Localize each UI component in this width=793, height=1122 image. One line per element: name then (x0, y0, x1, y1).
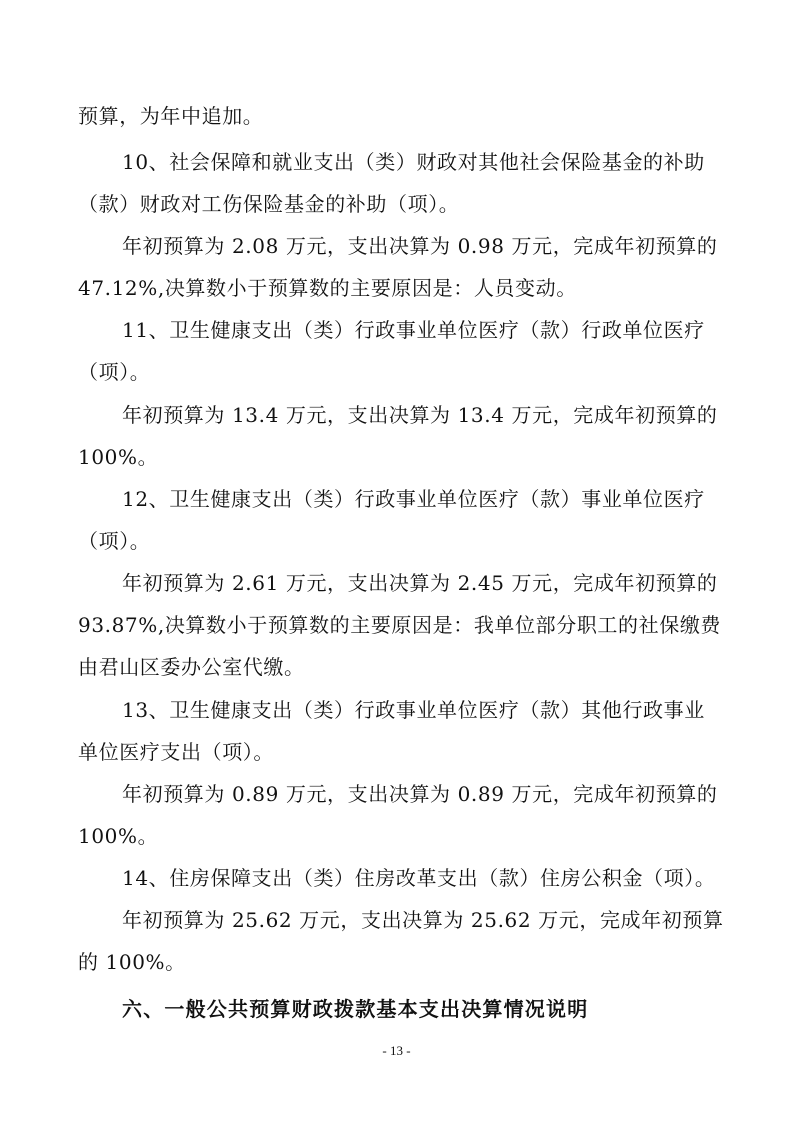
paragraph-line: 11、卫生健康支出（类）行政事业单位医疗（款）行政单位医疗 (122, 318, 705, 342)
paragraph-line: 的 100%。 (78, 950, 186, 974)
paragraph-line: 由君山区委办公室代缴。 (78, 655, 305, 679)
paragraph-line: 10、社会保障和就业支出（类）财政对其他社会保险基金的补助 (122, 150, 705, 174)
paragraph-line: 年初预算为 25.62 万元，支出决算为 25.62 万元，完成年初预算 (122, 908, 724, 932)
section-heading: 六、一般公共预算财政拨款基本支出决算情况说明 (122, 997, 589, 1021)
paragraph-line: （项）。 (78, 360, 151, 384)
paragraph-line: 单位医疗支出（项）。 (78, 740, 274, 764)
paragraph-line: （款）财政对工伤保险基金的补助（项）。 (78, 192, 460, 216)
paragraph-line: 100%。 (78, 445, 159, 469)
paragraph-line: 预算，为年中追加。 (78, 104, 264, 128)
paragraph-line: 47.12%,决算数小于预算数的主要原因是：人员变动。 (78, 276, 577, 300)
paragraph-line: 93.87%,决算数小于预算数的主要原因是：我单位部分职工的社保缴费 (78, 613, 722, 637)
paragraph-line: 100%。 (78, 824, 159, 848)
paragraph-line: 年初预算为 2.08 万元，支出决算为 0.98 万元，完成年初预算的 (122, 234, 718, 258)
paragraph-line: 年初预算为 0.89 万元，支出决算为 0.89 万元，完成年初预算的 (122, 782, 718, 806)
paragraph-line: 12、卫生健康支出（类）行政事业单位医疗（款）事业单位医疗 (122, 487, 705, 511)
paragraph-line: 13、卫生健康支出（类）行政事业单位医疗（款）其他行政事业 (122, 698, 705, 722)
paragraph-line: 14、住房保障支出（类）住房改革支出（款）住房公积金（项）。 (122, 866, 716, 890)
paragraph-line: （项）。 (78, 529, 151, 553)
paragraph-line: 年初预算为 13.4 万元，支出决算为 13.4 万元，完成年初预算的 (122, 403, 718, 427)
paragraph-line: 年初预算为 2.61 万元，支出决算为 2.45 万元，完成年初预算的 (122, 571, 718, 595)
page-number: - 13 - (382, 1043, 411, 1058)
